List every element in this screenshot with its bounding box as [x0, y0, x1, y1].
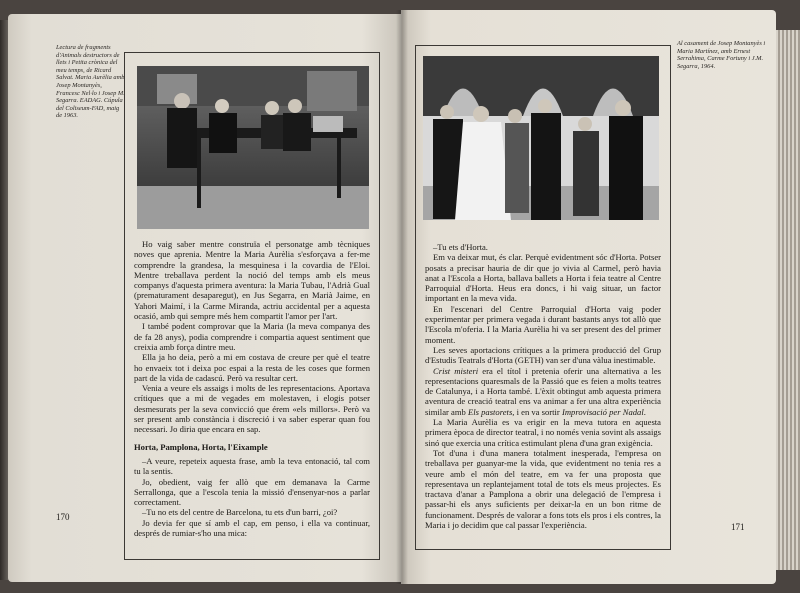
paragraph: Em va deixar mut, és clar. Perquè evidentment sóc d'Horta. Potser posats a precisar hauria de dir que jo vivia al Carmel, però havia anat a l'Escola a Horta, ballava ballets a Horta i feia teatre al Centre Parroquial d'Horta. Heus era doncs, i hi vaig situar, un factor important en la meva vida. [425, 252, 661, 304]
paragraph: Tot d'una i d'una manera totalment inesperada, l'empresa on treballava per guanyar-me la vida, que evidentment no tenia res a veure amb el món del teatre, em va fer una proposta que representava un replantejament total de tots els meus projectes. Es tractava d'anar a Pamplona a obrir una delegació de l'empresa i passar-hi els anys suficients per deixar-la en un bon ritme de funcionament. Després de valorar a fons tots els pros i els contres, la Maria i jo decidim que cal passar l'experiència. [425, 447, 661, 531]
left-photo [137, 66, 369, 229]
section-heading: Horta, Pamplona, Horta, l'Eixample [134, 441, 268, 452]
left-page [8, 14, 401, 582]
paragraph: La Maria Aurèlia es va erigir en la meva tutora en aquesta primera època de director teatral, i no només venia sovint als assaigs sinó que exercia una crítica estimulant plena d'una gran exigència. [425, 417, 661, 448]
book-spine [396, 10, 408, 584]
paragraph: Ho vaig saber mentre construïa el personatge amb tècniques noves que aprenia. Mentre la Maria Aurèlia s'esforçava a fer-me comprendre la grandesa, la mesquinesa i la covardia de l'Eloi. Mentre treballava perdent la noció del temps amb els meus companys d'aquesta primera aventura: la Maria Tubau, l'Adrià Gual (prematurament desaparegut), en Jus Segarra, en Marià Jaime, en Yahori Maimí, i la Carme Miranda, actriu accidental per a aquesta ocasió, amb qui sempre més hem compartit l'amor per l'art. [134, 239, 370, 322]
right-photo [423, 56, 659, 220]
page-number: 171 [731, 522, 745, 532]
right-body-text [425, 242, 661, 530]
paragraph: Jo, obedient, vaig fer allò que em demanava la Carme Serrallonga, que a l'escola tenia la missió d'ensenyar-nos a parlar correctament. [134, 476, 370, 508]
paragraph: Crist misteri era el títol i pretenia oferir una alternativa a les representacions quaresmals de la Passió que es feien a molts teatres de Catalunya, i a Horta també. L'èxit obtingut amb aquesta primera aventura de creació teatral ens va animar a fer una altra experiència similar amb Els pastorets, i en va sortir Improvisació per Nadal. [425, 365, 662, 417]
paragraph: –Tu ets d'Horta. [433, 242, 488, 252]
paragraph: Jo devia fer que sí amb el cap, em penso, i ella va continuar, després de rumiar-s'ho una mica: [134, 517, 370, 539]
left-photo-image [137, 66, 369, 229]
paragraph: –A veure, repeteix aquesta frase, amb la teva entonació, tal com tu la sentis. [134, 455, 370, 477]
paragraph: I també podent comprovar que la Maria (la meva companya des de fa 28 anys), podia comprendre i compartia aquest sentiment que creixia amb força dintre meu. [134, 321, 370, 352]
right-page [401, 10, 776, 584]
book-edge-right [774, 30, 800, 570]
left-body-text [134, 239, 370, 538]
paragraph: Venia a veure els assaigs i molts de les representacions. Aportava crítiques que a mi de vegades em molestaven, i elogis potser desmesurats per la seva convicció que érem «els millors». Però va ser present amb constància i discreció i va saber esperar quan fou necessari. Jo diria que encara en sap. [134, 383, 370, 435]
paragraph: –Tu no ets del centre de Barcelona, tu ets d'un barri, ¿oi? [142, 507, 338, 518]
page-number: 170 [56, 512, 70, 522]
paragraph: En l'escenari del Centre Parroquial d'Horta vaig poder experimentar per primera vegada i durant bastants anys tot allò que l'Escola m'oferia. I la Maria Aurèlia hi va ser present des del primer moment. [425, 303, 661, 345]
right-photo-image [423, 56, 659, 220]
paragraph: Les seves aportacions crítiques a la primera producció del Grup d'Estudis Teatrals d'Horta (GETH) van ser d'una vàlua inestimable. [425, 344, 661, 366]
italic-title: Els pastorets [467, 406, 513, 417]
right-photo-caption: Al casament de Josep Montanyès i Maria Martínez, amb Ernest Serrahima, Carme Fortuny i J.M. Segarra, 1964. [677, 40, 766, 70]
italic-title: Improvisació per Nadal [561, 406, 644, 417]
paragraph: Ella ja ho deia, però a mi em costava de creure per què el teatre ho envaeix tot i deixa poc espai a la resta de les coses que formen part de la vida de cadascú. Però va resultar cert. [134, 352, 370, 383]
italic-title: Crist misteri [433, 365, 479, 376]
left-photo-caption: Lectura de fragments d'Animals destructors de llets i Petita crònica del meu temps, de Ricard Salvat. Maria Aurèlia amb Josep Montanyès, Francesc Nel·lo i Josep M. Segarra. EADAG. Cúpula del Coliseum-FAD, maig de 1963. [56, 44, 125, 120]
